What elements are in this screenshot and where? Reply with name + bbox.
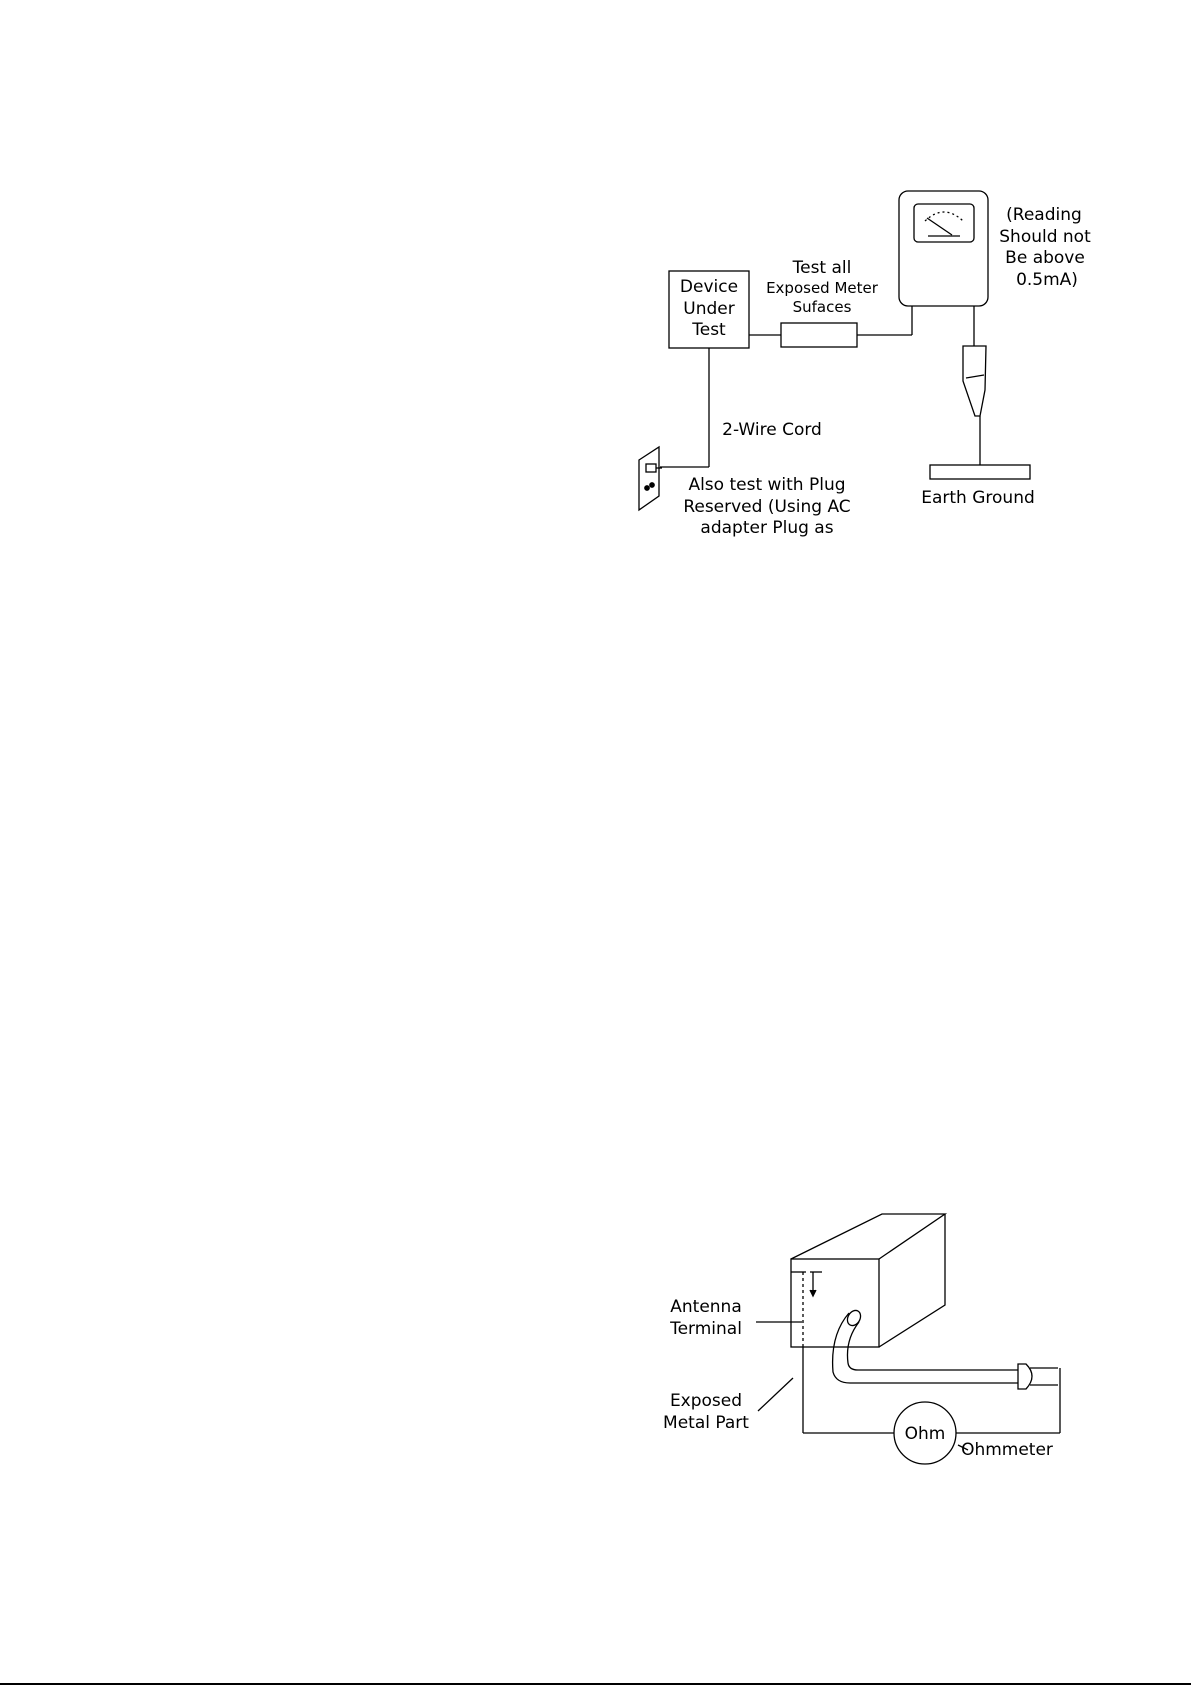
reading-note-line-4: 0.5mA)	[1016, 270, 1078, 290]
outlet-socket-2	[650, 483, 654, 487]
metal-label-line-1: Exposed	[669, 1391, 743, 1411]
cabinet-top-face	[791, 1214, 945, 1259]
terminal-marker-arrow	[810, 1290, 816, 1296]
test-label-line-1: Exposed Meter	[766, 279, 878, 297]
ac-plug-body	[1018, 1364, 1032, 1389]
wall-outlet	[639, 447, 659, 510]
outlet-socket-1	[645, 486, 649, 490]
test-label-line-2: Sufaces	[792, 298, 852, 316]
earth-ground-plate	[930, 465, 1030, 479]
plug-note-line-2: Reserved (Using AC	[683, 497, 851, 517]
meter-scale-arc	[925, 212, 963, 221]
ohm-label: Ohm	[904, 1424, 946, 1444]
plug-note-line-3: adapter Plug as	[700, 518, 834, 538]
cabinet-side-face	[879, 1214, 945, 1347]
resistance-test-diagram	[663, 1214, 1060, 1464]
meter-body	[899, 191, 988, 306]
device-label-line-2: Under	[683, 299, 735, 319]
device-label-line-1: Device	[679, 277, 739, 297]
leakage-current-diagram	[639, 191, 1091, 538]
resistor-symbol	[781, 323, 857, 347]
cord-label: 2-Wire Cord	[722, 420, 822, 440]
test-label-title: Test all	[792, 258, 852, 278]
reading-note-line-3: Be above	[1005, 248, 1085, 268]
metal-label-line-2: Metal Part	[663, 1413, 749, 1433]
device-label-line-3: Test	[692, 320, 726, 340]
probe-clip-split	[966, 375, 984, 378]
reading-note-line-2: Should not	[999, 227, 1091, 247]
ohmmeter-label: Ohmmeter	[961, 1440, 1053, 1460]
ac-cord-outer	[833, 1313, 1018, 1383]
antenna-label-line-1: Antenna	[670, 1297, 742, 1317]
ac-cord-inner	[847, 1322, 1018, 1370]
earth-ground-label: Earth Ground	[921, 488, 1035, 508]
antenna-label-line-2: Terminal	[670, 1319, 742, 1339]
plug-note-line-1: Also test with Plug	[688, 475, 846, 495]
meter-needle	[927, 218, 952, 235]
metal-leader-line	[758, 1378, 793, 1411]
reading-note-line-1: (Reading	[1006, 205, 1082, 225]
outlet-plug-prongs	[646, 464, 656, 472]
probe-clip	[963, 346, 986, 416]
cord-grommet	[845, 1308, 863, 1328]
